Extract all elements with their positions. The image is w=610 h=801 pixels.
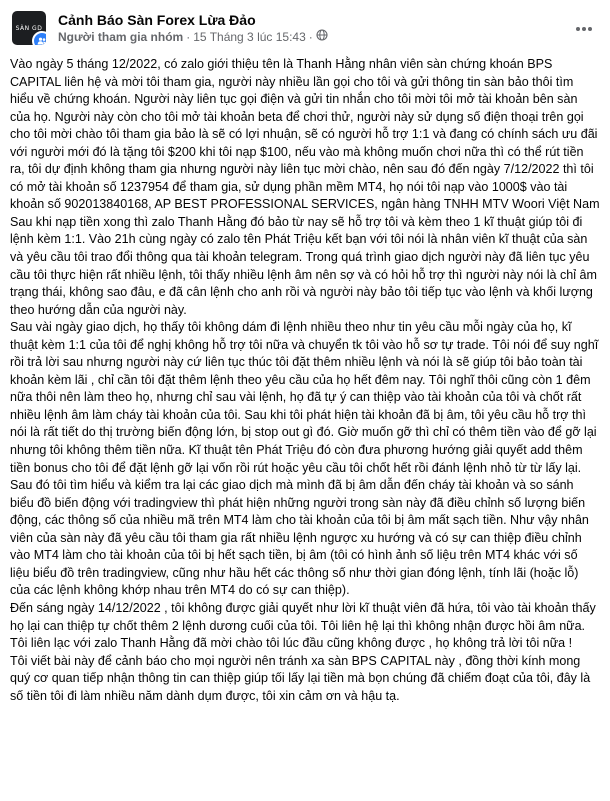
group-avatar[interactable] bbox=[12, 11, 46, 45]
member-role[interactable]: Người tham gia nhóm bbox=[58, 30, 184, 44]
meta-separator: · bbox=[186, 30, 191, 44]
more-options-button[interactable] bbox=[568, 12, 600, 44]
post-paragraph-1: Vào ngày 5 tháng 12/2022, có zalo giới thiệu tên là Thanh Hằng nhân viên sàn chứng khoán BPS CAPITAL liên hệ và mời tôi tham gia, người này nhiều lần gọi cho tôi và gửi thông tin sàn bảo thôi tìm hiểu về chứng khoán. Người này liên tục gọi điện và gửi tin nhắn cho tôi mời tôi mở tài khoản bên sàn của họ. Người này còn cho tôi mở tài khoản beta để chơi thử, người này sử dụng số điện thoại trên gọi cho tôi mời chào tôi tham gia bảo là sẽ có lợi nhuận, sẽ có người hỗ trợ 1:1 và đang có chính sách ưu đãi với người mới đó là tặng tôi $200 khi tôi nạp $100, nếu vào mà không muốn chơi nữa thì có thể rút tiền ra, tôi dự định không tham gia nhưng người này liên tục mời chào, nên sau đó đến ngày 7/12/2022 thì tôi có mở tài khoản số 1237954 để tham gia, sử dụng phần mềm MT4, họ nói tôi nạp vào 1000$ vào tài khoản số 902013840168, AP BEST PROFESSIONAL SERVICES, ngân hàng TNHH MTV Woori Việt Nam bbox=[10, 57, 600, 212]
post-paragraph-5: Đến sáng ngày 14/12/2022 , tôi không được giải quyết như lời kĩ thuật viên đã hứa, tôi vào tài khoản thấy họ lại can thiệp tự chốt thêm 2 lệnh dương cuối của tôi. Tôi liên hệ lại thì không nhận được hồi âm nữa. Tôi liên lạc với zalo Thanh Hằng đã mời chào tôi lúc đầu cũng không được , họ không trả lời tôi nữa ! bbox=[10, 600, 596, 651]
post-header bbox=[12, 8, 600, 48]
post-paragraph-6: Tôi viết bài này để cảnh báo cho mọi người nên tránh xa sàn BPS CAPITAL này , đồng thời kính mong quý cơ quan tiếp nhận thông tin can thiệp giúp tối lấy lại tiền mà bọn chúng đã chiếm đoạt của tôi, đây là số tiền tôi đi làm nhiều năm dành dụm được, tôi xin cảm ơn và hậu tạ. bbox=[10, 653, 591, 703]
post-paragraph-3: Sau vài ngày giao dịch, họ thấy tôi không dám đi lệnh nhiều theo như tin yêu cầu mỗi ngày của họ, kĩ thuật kèm 1:1 của tôi để nghị không hỗ trợ tôi nữa và chuyển tk tôi vào hỗ sơ tự trade. Tôi nói để suy nghĩ rồi trả lời sau nhưng người này cứ liên tục thúc tôi đặt thêm nhiều lệnh và nói là sẽ giúp tôi bảo toàn tài khoản kèm lãi , chỉ cần tôi đặt thêm lệnh theo yêu cầu của họ hết đêm nay. Tôi nghĩ thôi cũng còn 1 đêm nữa thôi nên làm theo họ, nhưng chỉ sau vài lệnh, họ đã tự ý can thiệp vào tài khoản của tôi và chốt rất nhiều lệnh âm làm cháy tài khoản của tôi. Sau khi tôi phát hiện tài khoản đã bị âm, tôi yêu cầu hỗ trợ thì nói là rất tiết do thị trường biến động lớn, bị stop out gì đó. Giờ muốn gỡ thì chỉ có thêm tiền vào để gỡ lại nhưng tôi không thêm tiền nữa. Kĩ thuật tên Phát Triệu đó còn đưa phương hướng giải quyết add thêm tiền bonus cho tôi để đặt lệnh gỡ lại vốn rồi rút hoặc yêu cầu tôi chốt hết rồi đánh lệnh nhỏ từ từ lấy lại. bbox=[10, 320, 599, 475]
post-meta bbox=[58, 29, 328, 45]
members-icon bbox=[32, 31, 46, 45]
post-paragraph-2: Sau khi nạp tiền xong thì zalo Thanh Hằng đó bảo từ nay sẽ hỗ trợ tôi và kèm theo 1 kĩ thuật giúp tôi đi lệnh kèm 1:1. Vào 21h cùng ngày có zalo tên Phát Triệu kết bạn với tôi nói là nhân viên kĩ thuật của sàn và yêu cầu tôi trao đổi thông qua tài khoản telegram. Trong quá trình giao dịch người này đã liên tục yêu cầu tôi thực hiện rất nhiều lệnh, tôi thấy nhiều lệnh âm nên sợ và có hỏi hỗ trợ thì người này nói là chỉ âm trạng thái, không sao đâu, e đã cân lệnh cho anh rồi và người này bảo tôi tiếp tục vào lệnh và khối lượng theo hướng dẫn của người này. bbox=[10, 214, 597, 317]
more-options-icon bbox=[575, 19, 593, 37]
post-header-text bbox=[58, 11, 328, 45]
post-timestamp[interactable]: 15 Tháng 3 lúc 15:43 bbox=[193, 30, 306, 44]
globe-icon bbox=[316, 29, 328, 45]
avatar-logo-text: SÀN GD bbox=[15, 24, 43, 32]
post-paragraph-4: Sau đó tôi tìm hiểu và kiểm tra lại các giao dịch mà mình đã bị âm dẫn đến cháy tài khoản và so sánh biểu đồ biến động với tradingview thì phát hiện những người trong sàn này đã điều chỉnh số lượng biến động, các thông số của nhiều mã trên MT4 làm cho tài khoản của tôi bị âm mất sạch tiền. Như vậy nhân viên của sàn này đã yêu cầu tôi tham gia rất nhiều lệnh ngược xu hướng và có sự can thiệp điều chỉnh vào MT4 làm cho tài khoản của tôi bị hết sạch tiền, bị âm (tôi có hình ảnh số liệu trên MT4 khác với số liệu biểu đồ trên tradingview, cũng như hầu hết các thông số như thời gian đóng lệnh, tính lãi (hoặc lỗ) của các lệnh không khớp nhau trên MT4 do có sự can thiệp). bbox=[10, 478, 589, 598]
post-body bbox=[10, 56, 600, 705]
group-name[interactable]: Cảnh Báo Sàn Forex Lừa Đảo bbox=[58, 12, 256, 28]
meta-separator-2: · bbox=[308, 30, 313, 44]
